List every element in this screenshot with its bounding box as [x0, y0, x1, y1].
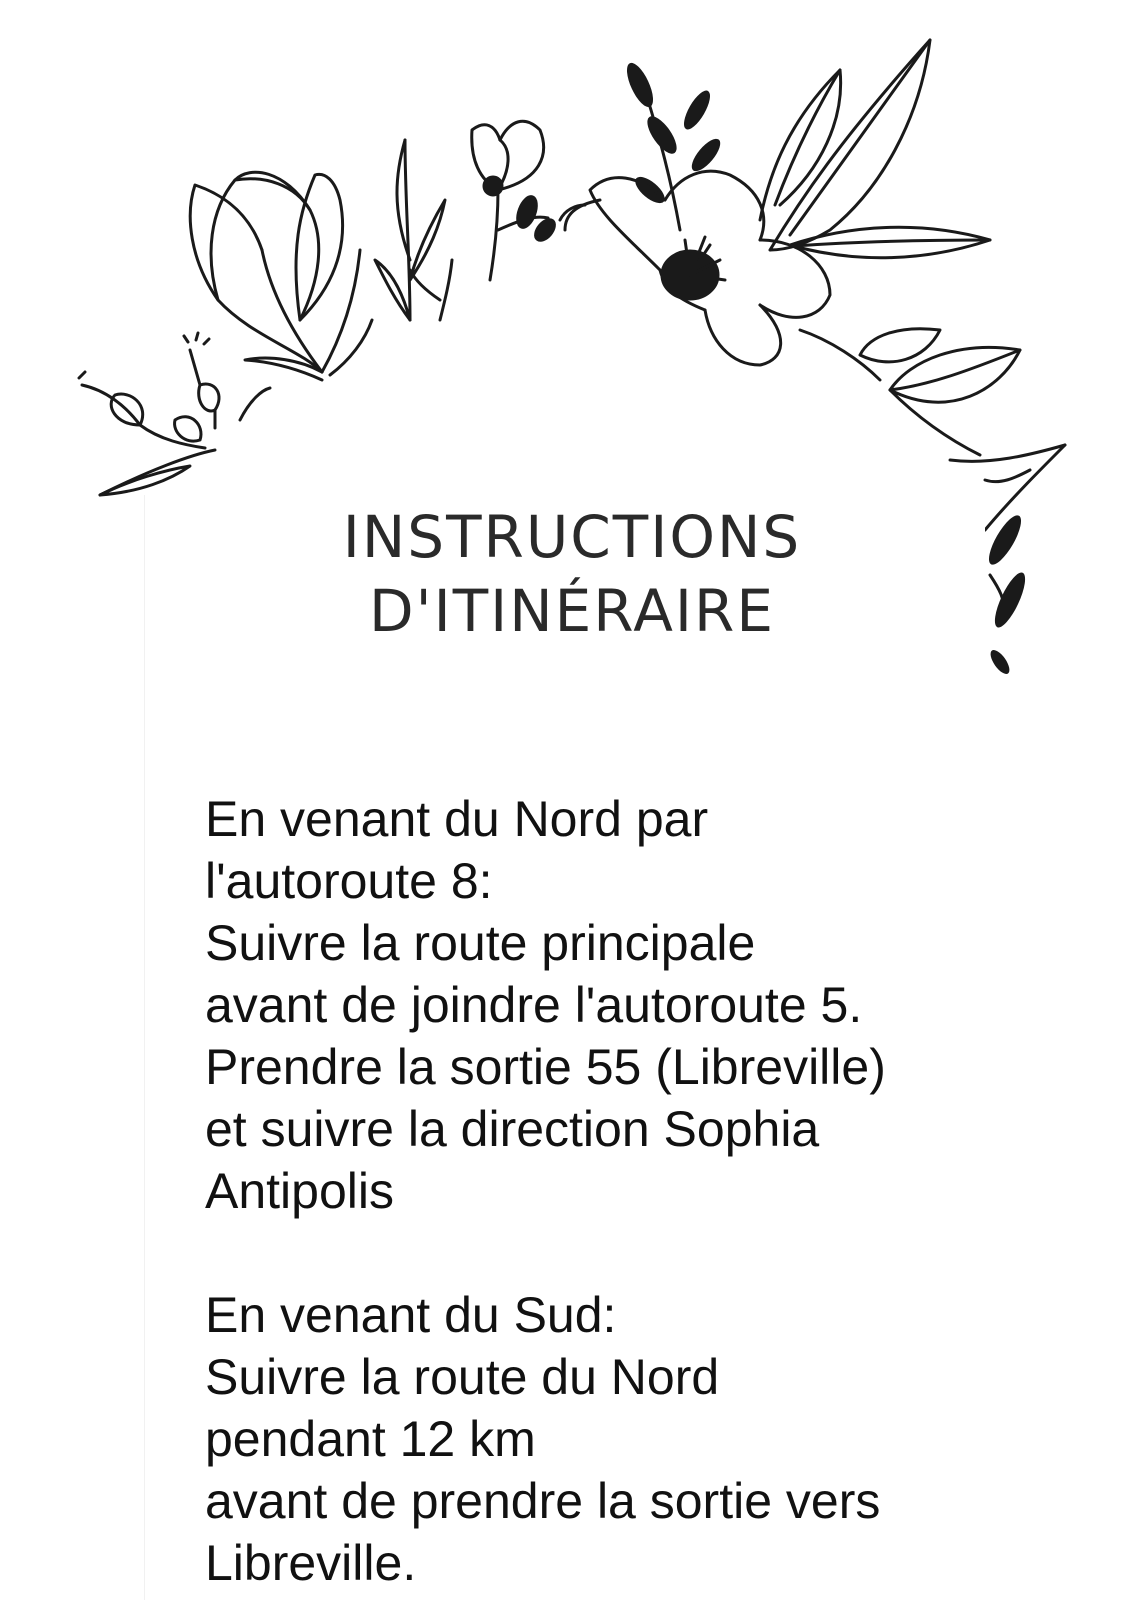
- south-line: Libreville.: [205, 1535, 417, 1591]
- north-line: Antipolis: [205, 1163, 394, 1219]
- large-leaves-illustration: [760, 40, 1020, 455]
- north-line: Prendre la sortie 55 (Libreville): [205, 1039, 886, 1095]
- north-directions: [205, 788, 965, 1222]
- south-line: pendant 12 km: [205, 1411, 536, 1467]
- small-tulip-illustration: [472, 121, 585, 280]
- page-title: [300, 500, 844, 648]
- title-line-1: INSTRUCTIONS: [342, 503, 802, 571]
- paragraph-gap: [205, 1222, 965, 1284]
- north-line: et suivre la direction Sophia: [205, 1101, 820, 1157]
- black-leaf-sprig-illustration: [622, 59, 725, 207]
- north-line: Suivre la route principale: [205, 915, 756, 971]
- right-vine-leaves-illustration: [983, 511, 1031, 677]
- tulip-flower-illustration: [190, 172, 372, 380]
- north-line: l'autoroute 8:: [205, 853, 493, 909]
- directions-text: [205, 788, 965, 1594]
- north-line: avant de joindre l'autoroute 5.: [205, 977, 863, 1033]
- south-line: En venant du Sud:: [205, 1287, 617, 1343]
- title-line-2: D'ITINÉRAIRE: [369, 577, 775, 645]
- north-line: En venant du Nord par: [205, 791, 709, 847]
- sprig-leaves-illustration: [375, 140, 452, 320]
- left-buds-illustration: [79, 333, 270, 495]
- south-line: Suivre la route du Nord: [205, 1349, 720, 1405]
- open-flower-illustration: [565, 171, 830, 365]
- south-directions: [205, 1284, 965, 1594]
- south-line: avant de prendre la sortie vers: [205, 1473, 881, 1529]
